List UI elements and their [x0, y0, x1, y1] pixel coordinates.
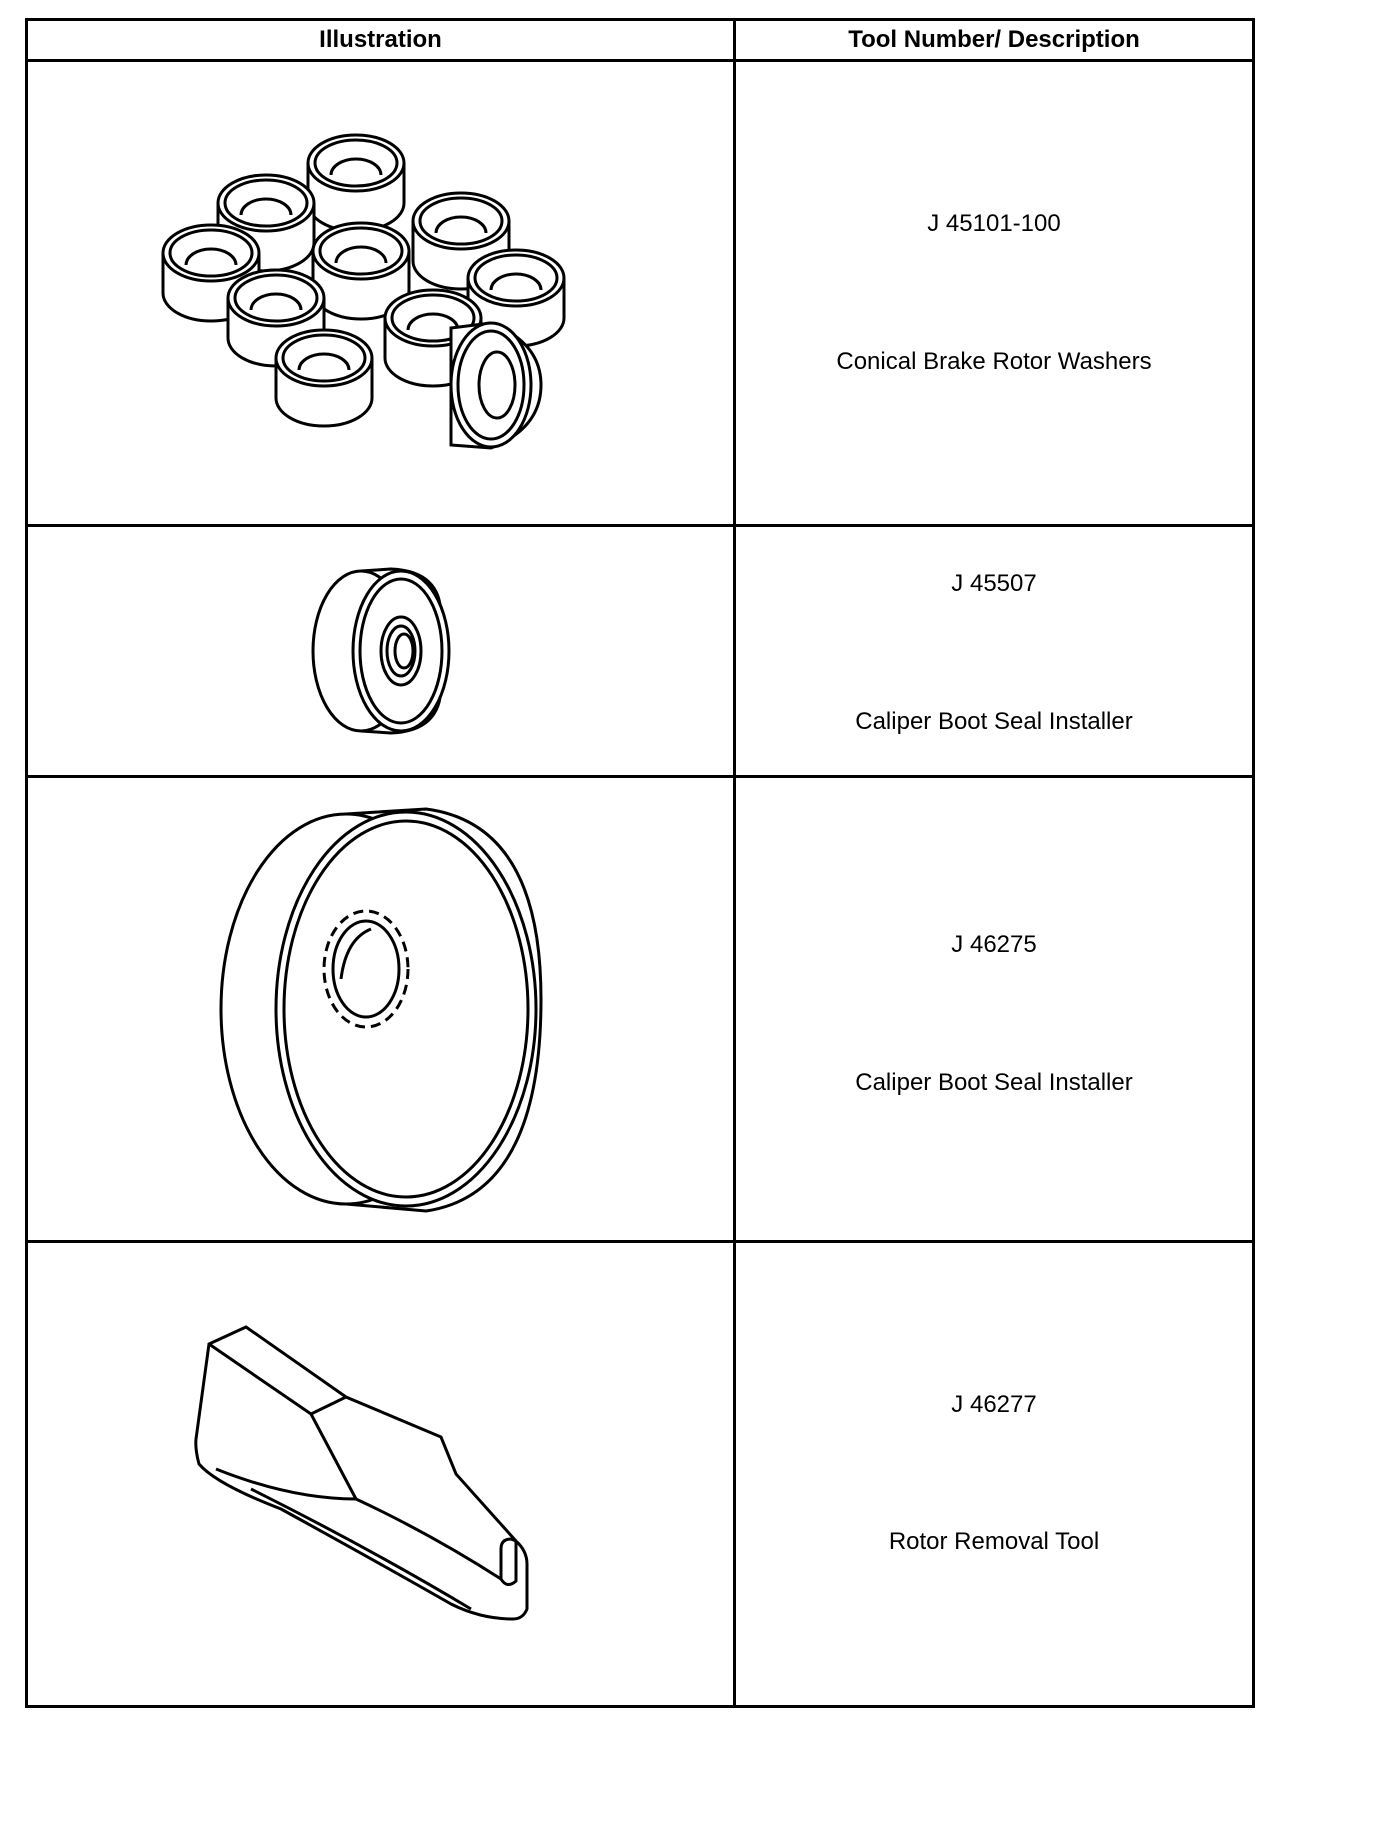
header-row — [27, 20, 1254, 61]
illustration-cell — [27, 1242, 735, 1707]
tool-description: Caliper Boot Seal Installer — [855, 708, 1133, 735]
tool-number: J 45507 — [951, 570, 1037, 597]
conical-washers-icon — [161, 123, 601, 463]
description-cell — [735, 61, 1254, 526]
table-row — [27, 61, 1254, 526]
tool-number: J 46275 — [951, 931, 1037, 958]
header-tool-description: Tool Number/ Description — [735, 20, 1254, 61]
illustration-cell — [27, 777, 735, 1242]
tool-number: J 46277 — [951, 1391, 1037, 1418]
description-cell — [735, 526, 1254, 777]
boot-seal-installer-small-icon — [291, 556, 471, 746]
illustration-cell — [27, 61, 735, 526]
tool-description: Rotor Removal Tool — [888, 1528, 1100, 1555]
tool-description: Conical Brake Rotor Washers — [836, 348, 1152, 375]
description-cell — [735, 1242, 1254, 1707]
tool-number: J 45101-100 — [927, 210, 1061, 237]
washer-shape — [276, 330, 372, 426]
washer-shape — [308, 135, 404, 231]
header-illustration: Illustration — [27, 20, 735, 61]
tool-description: Caliper Boot Seal Installer — [855, 1069, 1133, 1096]
illustration-cell — [27, 526, 735, 777]
boot-seal-installer-large-icon — [206, 799, 556, 1219]
table-row — [27, 1242, 1254, 1707]
description-cell — [735, 777, 1254, 1242]
table-row — [27, 777, 1254, 1242]
rotor-removal-tool-icon — [171, 1319, 591, 1629]
table-row — [27, 526, 1254, 777]
special-tools-table — [25, 18, 1255, 1708]
